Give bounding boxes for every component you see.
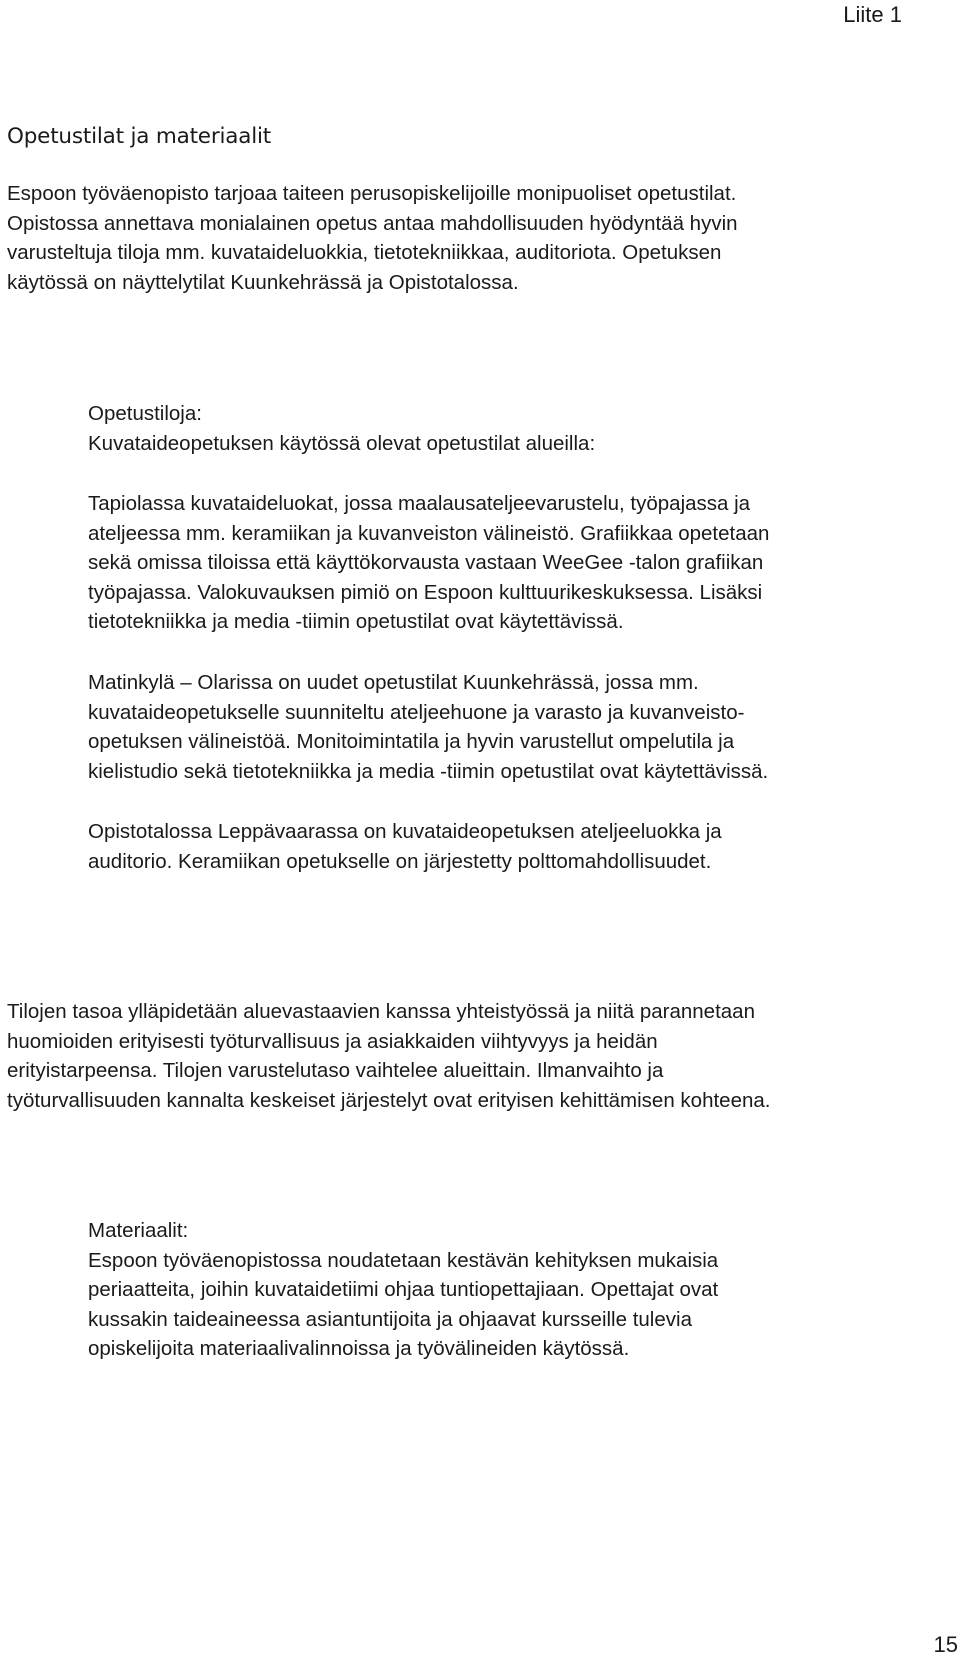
text-line: tietotekniikka ja media -tiimin opetustilat ovat käytettävissä. [88, 610, 624, 633]
page-label: Liite 1 [843, 2, 902, 27]
text-line: Opistossa annettava monialainen opetus antaa mahdollisuuden hyödyntää hyvin [7, 211, 738, 235]
text-line: auditorio. Keramiikan opetukselle on järjestetty polttomahdollisuudet. [88, 849, 712, 873]
tilojen-paragraph [7, 997, 770, 1115]
text-line: Matinkylä – Olarissa on uudet opetustilat Kuunkehrässä, jossa mm. [88, 671, 699, 694]
text-line: huomioiden erityisesti työturvallisuus ja asiakkaiden viihtyvyys ja heidän [7, 1029, 658, 1053]
text-line: opiskelijoita materiaalivalinnoissa ja työvälineiden käytössä. [88, 1337, 630, 1360]
text-line: Tilojen tasoa ylläpidetään aluevastaavien kanssa yhteistyössä ja niitä parannetaan [7, 1000, 755, 1023]
subheading: Opetustiloja: [88, 402, 202, 425]
text-line: kuvataideopetukselle suunniteltu ateljeehuone ja varasto ja kuvanveisto- [88, 700, 745, 724]
matinkyla-paragraph [88, 668, 768, 786]
text-line: kussakin taideaineessa asiantuntijoita ja ohjaavat kursseille tulevia [88, 1307, 692, 1331]
text-line: varusteltuja tiloja mm. kuvataideluokkia, tietotekniikkaa, auditoriota. Opetuksen [7, 241, 722, 264]
text-line: opetuksen välineistöä. Monitoimintatila ja hyvin varustellut ompelutila ja [88, 730, 735, 753]
text-line: Espoon työväenopistossa noudatetaan kestävän kehityksen mukaisia [88, 1248, 719, 1272]
opistotalo-paragraph [88, 817, 722, 876]
text-line: ateljeessa mm. keramiikan ja kuvanveiston välineistö. Grafiikkaa opetetaan [88, 521, 770, 545]
text-line: kielistudio sekä tietotekniikka ja media -tiimin opetustilat ovat käytettävissä. [88, 759, 769, 783]
text-line: Tapiolassa kuvataideluokat, jossa maalausateljeevarustelu, työpajassa ja [88, 492, 751, 515]
text-line: työturvallisuuden kannalta keskeiset järjestelyt ovat erityisen kehittämisen kohteena. [7, 1088, 771, 1112]
text-line: sekä omissa tiloissa että käyttökorvausta vastaan WeeGee -talon grafiikan [88, 551, 764, 574]
text-line: Espoon työväenopisto tarjoaa taiteen perusopiskelijoille monipuoliset opetustilat. [7, 182, 737, 205]
page-number: 15 [933, 1632, 958, 1657]
text-line: Kuvataideopetuksen käytössä olevat opetustilat alueilla: [88, 431, 596, 455]
text-line: Opistotalossa Leppävaarassa on kuvataideopetuksen ateljeeluokka ja [88, 820, 722, 843]
materiaalit-section [88, 1216, 718, 1364]
text-line: työpajassa. Valokuvauksen pimiö on Espoon kulttuurikeskuksessa. Lisäksi [88, 580, 763, 604]
text-line: käytössä on näyttelytilat Kuunkehrässä ja Opistotalossa. [7, 270, 519, 294]
opetustiloja-intro [88, 399, 595, 458]
section-heading: Opetustilat ja materiaalit [7, 124, 271, 149]
text-line: erityistarpeensa. Tilojen varustelutaso vaihtelee alueittain. Ilmanvaihto ja [7, 1059, 664, 1082]
text-line: periaatteita, joihin kuvataidetiimi ohjaa tuntiopettajiaan. Opettajat ovat [88, 1278, 719, 1301]
tapiola-paragraph [88, 489, 769, 637]
intro-paragraph [7, 179, 738, 297]
subheading: Materiaalit: [88, 1219, 189, 1242]
